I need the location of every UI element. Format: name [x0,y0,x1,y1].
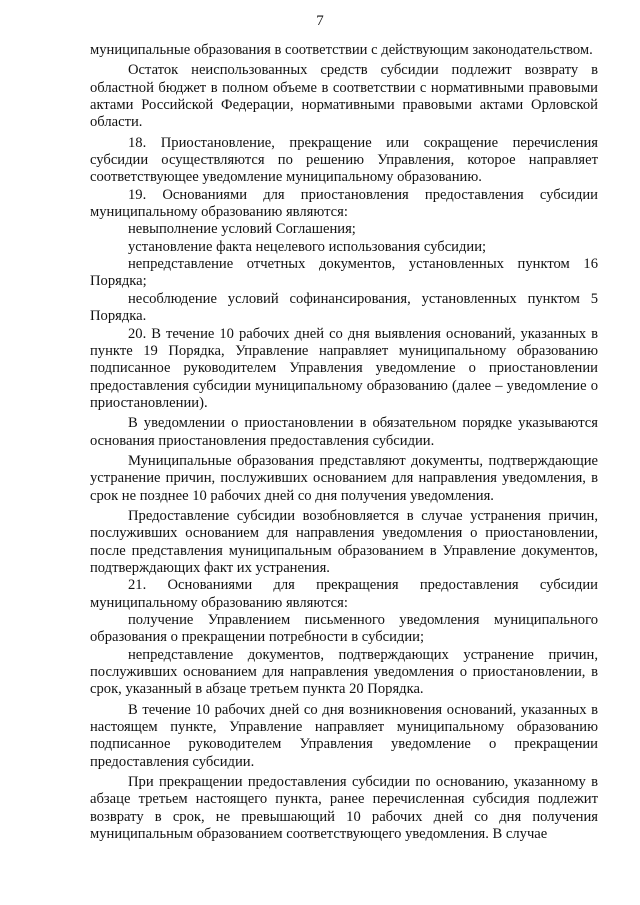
list-item: невыполнение условий Соглашения; [128,221,356,238]
paragraph-unused-funds: Остаток неиспользованных средств субсидии подлежит возврату в областной бюджет в полном объеме в соответствии с нормативными правовыми актами Российской Федерации, нормативными правовыми актами Орловской области. [90,62,598,131]
list-item: непредставление отчетных документов, установленных пунктом 16 Порядка; [90,256,598,290]
paragraph-19: 19. Основаниями для приостановления предоставления субсидии муниципальному образованию являются: [90,186,598,221]
paragraph-termination-notice: В течение 10 рабочих дней со дня возникновения оснований, указанных в настоящем пункте, Управление направляет муниципальному образованию подписанное руководителем Управления уведомление о прекращении предоставления субсидии. [90,701,598,770]
list-item: непредставление документов, подтверждающих устранение причин, послуживших основанием для направления уведомления о приостановлении, в срок, указанный в абзаце третьем пункта 20 Порядка. [90,646,598,698]
page-number: 7 [316,13,324,29]
paragraph-21: 21. Основаниями для прекращения предоставления субсидии муниципальному образованию являются: [90,577,598,611]
paragraph-refund: При прекращении предоставления субсидии по основанию, указанному в абзаце третьем настоящего пункта, ранее перечисленная субсидия подлежит возврату в срок, не превышающий 10 рабочих дней со дня получения муниципальным образованием соответствующего уведомления. В случае [90,774,598,843]
list-item: получение Управлением письменного уведомления муниципального образования о прекращении потребности в субсидии; [90,612,598,646]
list-item: установление факта нецелевого использования субсидии; [128,238,487,255]
list-item: несоблюдение условий софинансирования, установленных пунктом 5 Порядка. [90,290,598,325]
paragraph-documents: Муниципальные образования представляют документы, подтверждающие устранение причин, послуживших основанием для направления уведомления, в срок не позднее 10 рабочих дней со дня получения уведомления. [90,452,598,504]
paragraph-20: 20. В течение 10 рабочих дней со дня выявления оснований, указанных в пункте 19 Порядка, Управление направляет муниципальному образованию подписанное руководителем Управления уведомление о приостановлении предоставления субсидии муниципальному образованию (далее – уведомление о приостановлении). [90,325,598,411]
document-body [90,42,598,843]
paragraph-resumption: Предоставление субсидии возобновляется в случае устранения причин, послуживших основанием для направления уведомления о приостановлении, после представления муниципальным образованием в Управление документов, подтверждающих факт их устранения. [90,507,598,576]
paragraph-continuation: муниципальные образования в соответствии с действующим законодательством. [90,42,593,58]
paragraph-18: 18. Приостановление, прекращение или сокращение перечисления субсидии осуществляются по решению Управления, которое направляет соответствующее уведомление муниципальному образованию. [90,134,598,186]
paragraph-suspension-notice: В уведомлении о приостановлении в обязательном порядке указываются основания приостановления предоставления субсидии. [90,415,598,449]
